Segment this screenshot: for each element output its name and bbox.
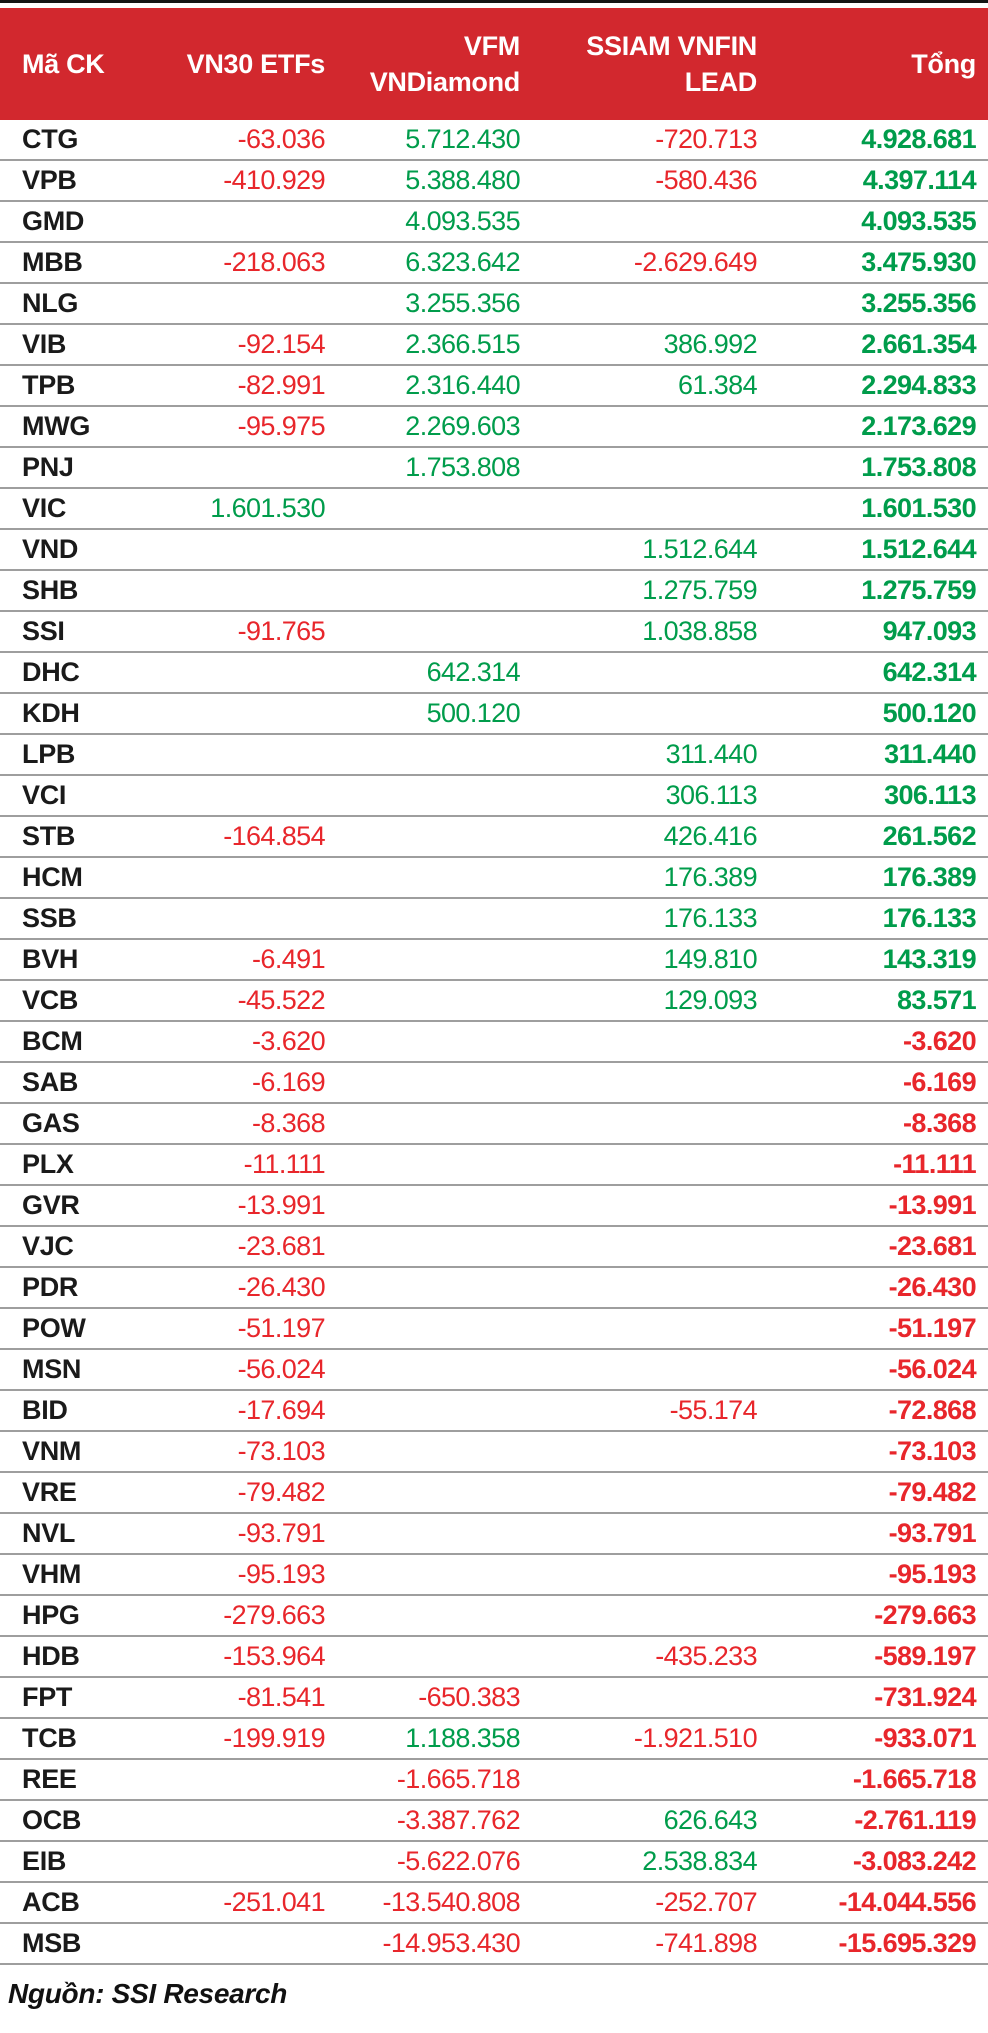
stock-code: MSN bbox=[22, 1354, 82, 1384]
stock-code: VPB bbox=[22, 165, 77, 195]
stock-code: FPT bbox=[22, 1682, 73, 1712]
total-value-cell: 3.255.356 bbox=[861, 288, 976, 318]
value-cell: -741.898 bbox=[655, 1928, 757, 1958]
stock-code: BVH bbox=[22, 944, 79, 974]
value-cell: 2.316.440 bbox=[405, 370, 520, 400]
value-cell: 1.188.358 bbox=[405, 1723, 520, 1753]
stock-code: SSB bbox=[22, 903, 77, 933]
value-cell: 642.314 bbox=[426, 657, 520, 687]
stock-code: HDB bbox=[22, 1641, 80, 1671]
stock-code: REE bbox=[22, 1764, 77, 1794]
value-cell: -650.383 bbox=[418, 1682, 520, 1712]
stock-code: MSB bbox=[22, 1928, 82, 1958]
value-cell: 6.323.642 bbox=[405, 247, 520, 277]
value-cell: -720.713 bbox=[655, 124, 757, 154]
value-cell: 1.512.644 bbox=[642, 534, 757, 564]
value-cell: -153.964 bbox=[223, 1641, 325, 1671]
value-cell: 176.133 bbox=[663, 903, 757, 933]
table-row bbox=[0, 489, 988, 530]
table-row bbox=[0, 1063, 988, 1104]
table-row bbox=[0, 366, 988, 407]
value-cell: -23.681 bbox=[237, 1231, 325, 1261]
value-cell: -6.491 bbox=[252, 944, 325, 974]
table-body bbox=[0, 120, 988, 1965]
total-value-cell: -2.761.119 bbox=[854, 1805, 976, 1835]
total-value-cell: 143.319 bbox=[882, 944, 976, 974]
table-row bbox=[0, 817, 988, 858]
stock-code: HCM bbox=[22, 862, 83, 892]
value-cell: -13.991 bbox=[237, 1190, 325, 1220]
total-value-cell: -56.024 bbox=[888, 1354, 976, 1384]
stock-code: GVR bbox=[22, 1190, 80, 1220]
table-row bbox=[0, 1104, 988, 1145]
stock-code: OCB bbox=[22, 1805, 82, 1835]
stock-code: ACB bbox=[22, 1887, 80, 1917]
value-cell: 61.384 bbox=[678, 370, 757, 400]
total-value-cell: -933.071 bbox=[874, 1723, 976, 1753]
column-header-ma-ck: Mã CK bbox=[22, 48, 105, 79]
stock-code: MWG bbox=[22, 411, 91, 441]
value-cell: -3.387.762 bbox=[396, 1805, 520, 1835]
stock-code: VCB bbox=[22, 985, 79, 1015]
stock-code: LPB bbox=[22, 739, 76, 769]
total-value-cell: 3.475.930 bbox=[861, 247, 976, 277]
table-row bbox=[0, 161, 988, 202]
value-cell: -11.111 bbox=[243, 1149, 325, 1179]
value-cell: 426.416 bbox=[663, 821, 757, 851]
table-row bbox=[0, 1145, 988, 1186]
total-value-cell: -731.924 bbox=[874, 1682, 976, 1712]
table-row bbox=[0, 1350, 988, 1391]
total-value-cell: 261.562 bbox=[882, 821, 976, 851]
stock-code: KDH bbox=[22, 698, 80, 728]
value-cell: -251.041 bbox=[223, 1887, 325, 1917]
table-row bbox=[0, 1309, 988, 1350]
table-row bbox=[0, 1842, 988, 1883]
table-row bbox=[0, 694, 988, 735]
stock-code: VCI bbox=[22, 780, 67, 810]
total-value-cell: 1.275.759 bbox=[861, 575, 976, 605]
total-value-cell: 176.133 bbox=[882, 903, 976, 933]
table-row bbox=[0, 1186, 988, 1227]
table-row bbox=[0, 325, 988, 366]
total-value-cell: 2.294.833 bbox=[861, 370, 976, 400]
table-row bbox=[0, 571, 988, 612]
stock-code: SHB bbox=[22, 575, 79, 605]
total-value-cell: -1.665.718 bbox=[852, 1764, 976, 1794]
table-row bbox=[0, 243, 988, 284]
stock-code: GAS bbox=[22, 1108, 80, 1138]
stock-code: VHM bbox=[22, 1559, 82, 1589]
value-cell: -93.791 bbox=[237, 1518, 325, 1548]
stock-code: STB bbox=[22, 821, 76, 851]
table-row bbox=[0, 1719, 988, 1760]
total-value-cell: -72.868 bbox=[888, 1395, 976, 1425]
total-value-cell: 1.753.808 bbox=[861, 452, 976, 482]
total-value-cell: 947.093 bbox=[882, 616, 976, 646]
total-value-cell: 4.397.114 bbox=[862, 165, 976, 195]
value-cell: -14.953.430 bbox=[382, 1928, 520, 1958]
value-cell: -81.541 bbox=[237, 1682, 325, 1712]
total-value-cell: 83.571 bbox=[897, 985, 976, 1015]
fund-flow-table bbox=[0, 8, 988, 1965]
value-cell: 149.810 bbox=[663, 944, 757, 974]
value-cell: 2.269.603 bbox=[405, 411, 520, 441]
total-value-cell: -11.111 bbox=[893, 1149, 976, 1179]
value-cell: 1.275.759 bbox=[642, 575, 757, 605]
value-cell: -164.854 bbox=[223, 821, 325, 851]
value-cell: -252.707 bbox=[655, 1887, 757, 1917]
total-value-cell: -79.482 bbox=[888, 1477, 976, 1507]
value-cell: 5.388.480 bbox=[405, 165, 520, 195]
table-row bbox=[0, 940, 988, 981]
stock-code: MBB bbox=[22, 247, 83, 277]
value-cell: 1.601.530 bbox=[210, 493, 325, 523]
value-cell: -1.921.510 bbox=[633, 1723, 757, 1753]
value-cell: 3.255.356 bbox=[405, 288, 520, 318]
column-header-vfm-vndiamond bbox=[325, 28, 520, 101]
table-row bbox=[0, 530, 988, 571]
total-value-cell: -73.103 bbox=[888, 1436, 976, 1466]
total-value-cell: 500.120 bbox=[882, 698, 976, 728]
stock-code: CTG bbox=[22, 124, 79, 154]
table-row bbox=[0, 1022, 988, 1063]
table-row bbox=[0, 735, 988, 776]
total-value-cell: -95.193 bbox=[888, 1559, 976, 1589]
table-row bbox=[0, 284, 988, 325]
table-row bbox=[0, 1678, 988, 1719]
table-row bbox=[0, 776, 988, 817]
stock-code: BID bbox=[22, 1395, 68, 1425]
value-cell: -73.103 bbox=[237, 1436, 325, 1466]
table-row bbox=[0, 1432, 988, 1473]
total-value-cell: -26.430 bbox=[888, 1272, 976, 1302]
stock-code: DHC bbox=[22, 657, 80, 687]
source-note: Nguồn: SSI Research bbox=[8, 1978, 288, 2009]
total-value-cell: 4.928.681 bbox=[861, 124, 976, 154]
total-value-cell: -8.368 bbox=[903, 1108, 976, 1138]
table-row bbox=[0, 653, 988, 694]
value-cell: -410.929 bbox=[223, 165, 325, 195]
value-cell: 4.093.535 bbox=[405, 206, 520, 236]
table-header bbox=[0, 8, 988, 120]
stock-code: TCB bbox=[22, 1723, 77, 1753]
table-row bbox=[0, 1760, 988, 1801]
total-value-cell: -589.197 bbox=[874, 1641, 976, 1671]
total-value-cell: -279.663 bbox=[874, 1600, 976, 1630]
total-value-cell: 176.389 bbox=[882, 862, 976, 892]
stock-code: GMD bbox=[22, 206, 85, 236]
value-cell: -13.540.808 bbox=[382, 1887, 520, 1917]
total-value-cell: -3.083.242 bbox=[852, 1846, 976, 1876]
table-row bbox=[0, 858, 988, 899]
total-value-cell: 1.601.530 bbox=[861, 493, 976, 523]
table-row bbox=[0, 1883, 988, 1924]
stock-code: PNJ bbox=[22, 452, 74, 482]
table-row bbox=[0, 1473, 988, 1514]
total-value-cell: -14.044.556 bbox=[838, 1887, 976, 1917]
stock-code: SAB bbox=[22, 1067, 79, 1097]
stock-code: HPG bbox=[22, 1600, 80, 1630]
total-value-cell: 4.093.535 bbox=[861, 206, 976, 236]
table-row bbox=[0, 407, 988, 448]
total-value-cell: 2.173.629 bbox=[861, 411, 976, 441]
value-cell: -17.694 bbox=[237, 1395, 325, 1425]
value-cell: -435.233 bbox=[655, 1641, 757, 1671]
value-cell: -26.430 bbox=[237, 1272, 325, 1302]
value-cell: -8.368 bbox=[252, 1108, 325, 1138]
table-row bbox=[0, 1555, 988, 1596]
value-cell: 129.093 bbox=[663, 985, 757, 1015]
total-value-cell: 1.512.644 bbox=[861, 534, 976, 564]
stock-code: TPB bbox=[22, 370, 76, 400]
value-cell: -45.522 bbox=[237, 985, 325, 1015]
table-row bbox=[0, 120, 988, 161]
value-cell: 176.389 bbox=[663, 862, 757, 892]
value-cell: -55.174 bbox=[669, 1395, 757, 1425]
column-header-line: VFM bbox=[463, 30, 520, 61]
column-header-ssiam-vnfin-lead bbox=[520, 28, 757, 101]
stock-code: SSI bbox=[22, 616, 65, 646]
value-cell: -5.622.076 bbox=[396, 1846, 520, 1876]
value-cell: -218.063 bbox=[223, 247, 325, 277]
stock-code: PDR bbox=[22, 1272, 79, 1302]
value-cell: -6.169 bbox=[252, 1067, 325, 1097]
stock-code: VRE bbox=[22, 1477, 77, 1507]
value-cell: -79.482 bbox=[237, 1477, 325, 1507]
total-value-cell: -6.169 bbox=[903, 1067, 976, 1097]
stock-code: VND bbox=[22, 534, 79, 564]
value-cell: -82.991 bbox=[237, 370, 325, 400]
value-cell: 626.643 bbox=[663, 1805, 757, 1835]
total-value-cell: 642.314 bbox=[882, 657, 976, 687]
value-cell: 386.992 bbox=[663, 329, 757, 359]
stock-code: VIC bbox=[22, 493, 67, 523]
value-cell: -199.919 bbox=[223, 1723, 325, 1753]
value-cell: 500.120 bbox=[426, 698, 520, 728]
column-header-line: LEAD bbox=[684, 67, 757, 97]
value-cell: 2.366.515 bbox=[405, 329, 520, 359]
table-row bbox=[0, 1637, 988, 1678]
table-row bbox=[0, 1391, 988, 1432]
table-row bbox=[0, 202, 988, 243]
stock-code: VIB bbox=[22, 329, 67, 359]
stock-code: VJC bbox=[22, 1231, 74, 1261]
total-value-cell: -51.197 bbox=[888, 1313, 976, 1343]
total-value-cell: -13.991 bbox=[888, 1190, 976, 1220]
table-row bbox=[0, 1268, 988, 1309]
value-cell: -91.765 bbox=[237, 616, 325, 646]
stock-code: POW bbox=[22, 1313, 86, 1343]
value-cell: 1.753.808 bbox=[405, 452, 520, 482]
stock-code: BCM bbox=[22, 1026, 83, 1056]
value-cell: -95.193 bbox=[237, 1559, 325, 1589]
value-cell: 1.038.858 bbox=[642, 616, 757, 646]
value-cell: -580.436 bbox=[655, 165, 757, 195]
table-row bbox=[0, 1924, 988, 1965]
stock-code: NVL bbox=[22, 1518, 76, 1548]
value-cell: -56.024 bbox=[237, 1354, 325, 1384]
stock-code: PLX bbox=[22, 1149, 74, 1179]
table-row bbox=[0, 1596, 988, 1637]
table-row bbox=[0, 1227, 988, 1268]
total-value-cell: 311.440 bbox=[884, 739, 976, 769]
value-cell: -95.975 bbox=[237, 411, 325, 441]
column-header-vn30-etfs: VN30 ETFs bbox=[186, 48, 325, 79]
stock-code: NLG bbox=[22, 288, 79, 318]
total-value-cell: 2.661.354 bbox=[861, 329, 976, 359]
table-row bbox=[0, 1801, 988, 1842]
total-value-cell: -23.681 bbox=[888, 1231, 976, 1261]
value-cell: -63.036 bbox=[237, 124, 325, 154]
column-header-line: VNDiamond bbox=[369, 67, 520, 97]
table-row bbox=[0, 448, 988, 489]
total-value-cell: -3.620 bbox=[903, 1026, 976, 1056]
column-header-line: SSIAM VNFIN bbox=[586, 30, 757, 61]
stock-code: VNM bbox=[22, 1436, 82, 1466]
value-cell: -51.197 bbox=[237, 1313, 325, 1343]
value-cell: -279.663 bbox=[223, 1600, 325, 1630]
value-cell: -1.665.718 bbox=[396, 1764, 520, 1794]
table-row bbox=[0, 1514, 988, 1555]
value-cell: -3.620 bbox=[252, 1026, 325, 1056]
table-row bbox=[0, 612, 988, 653]
value-cell: 306.113 bbox=[665, 780, 757, 810]
value-cell: 311.440 bbox=[665, 739, 757, 769]
total-value-cell: -93.791 bbox=[888, 1518, 976, 1548]
stock-code: EIB bbox=[22, 1846, 67, 1876]
total-value-cell: -15.695.329 bbox=[838, 1928, 976, 1958]
value-cell: -92.154 bbox=[237, 329, 325, 359]
column-header-tong: Tổng bbox=[911, 48, 976, 79]
value-cell: 2.538.834 bbox=[642, 1846, 757, 1876]
total-value-cell: 306.113 bbox=[884, 780, 976, 810]
value-cell: 5.712.430 bbox=[405, 124, 520, 154]
table-row bbox=[0, 899, 988, 940]
table-row bbox=[0, 981, 988, 1022]
value-cell: -2.629.649 bbox=[633, 247, 757, 277]
